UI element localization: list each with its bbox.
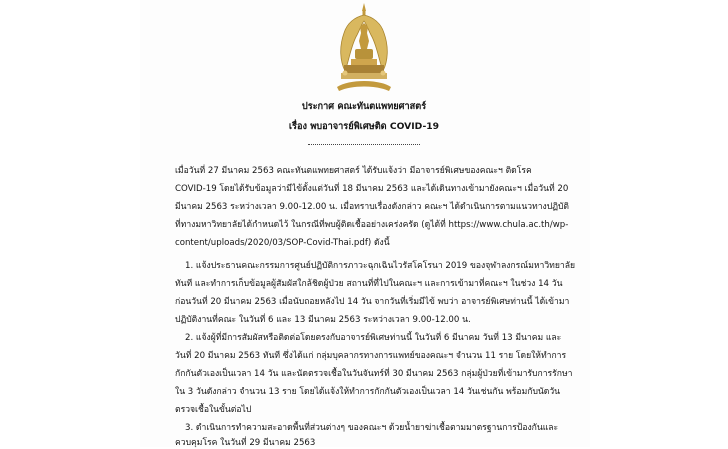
list-item-3-line: ควบคุมโรค ในวันที่ 29 มีนาคม 2563 xyxy=(175,438,316,448)
intro-line: มีนาคม 2563 ระหว่างเวลา 9.00-12.00 น. เมื่อทราบเรื่องดังกล่าว คณะฯ ได้ดำเนินการตามแนวทางปฏิบัติ xyxy=(175,202,570,212)
list-item-1-line: 1. แจ้งประธานคณะกรรมการศูนย์ปฏิบัติการภาวะฉุกเฉินไวรัสโคโรนา 2019 ของจุฬาลงกรณ์มหาวิทยาลัย xyxy=(185,261,576,271)
list-item-2-line: ตรวจเชื้อในขั้นต่อไป xyxy=(175,405,252,415)
announcement-heading: ประกาศ คณะทันตแพทยศาสตร์ xyxy=(301,101,427,112)
list-item-1-line: ทันที และทำการเก็บข้อมูลผู้สัมผัสใกล้ชิดผู้ป่วย สถานที่ที่ไปในคณะฯ และการเข้ามาที่คณะฯ ในช่วง 14 วัน xyxy=(175,279,563,289)
list-item-2-line: วันที่ 20 มีนาคม 2563 ทันที ซึ่งได้แก่ กลุ่มบุคลากรทางการแพทย์ของคณะฯ จำนวน 11 ราย โดยให้ทำการ xyxy=(175,351,567,361)
announcement-subject: เรื่อง พบอาจารย์พิเศษติด COVID-19 xyxy=(288,121,440,132)
university-emblem-icon xyxy=(331,1,397,93)
list-item-1-line: ปฏิบัติงานที่คณะ ในวันที่ 6 และ 13 มีนาคม 2563 ระหว่างเวลา 9.00-12.00 น. xyxy=(175,315,471,325)
list-item-2-line: ใน 3 วันดังกล่าว จำนวน 13 ราย โดยได้แจ้งให้ทำการกักกันตัวเองเป็นเวลา 14 วันเช่นกัน พร้อมกับนัดวัน xyxy=(175,387,561,397)
list-item-2-line: กักกันตัวเองเป็นเวลา 14 วัน และนัดตรวจเชื้อในวันจันทร์ที่ 30 มีนาคม 2563 กลุ่มผู้ป่วยที่เข้ามารับการรักษา xyxy=(175,369,573,379)
intro-line: content/uploads/2020/03/SOP-Covid-Thai.pdf) ดังนี้ xyxy=(175,238,390,248)
list-item-2-line: 2. แจ้งผู้ที่มีการสัมผัสหรือติดต่อโดยตรงกับอาจารย์พิเศษท่านนี้ ในวันที่ 6 มีนาคม วันที่ 13 มีนาคม และ xyxy=(185,333,562,343)
list-item-1-line: ก่อนวันที่ 20 มีนาคม 2563 เมื่อนับถอยหลังไป 14 วัน จากวันที่เริ่มมีไข้ พบว่า อาจารย์พิเศษท่านนี้ ได้เข้ามา xyxy=(175,297,570,307)
divider xyxy=(308,144,420,145)
intro-line: ที่ทางมหาวิทยาลัยได้กำหนดไว้ ในกรณีที่พบผู้ติดเชื้ออย่างเคร่งครัด (ดูได้ที่ https://www.chula.ac.th/wp- xyxy=(175,220,569,230)
intro-line: COVID-19 โดยได้รับข้อมูลว่ามีไข้ตั้งแต่วันที่ 18 มีนาคม 2563 และได้เดินทางเข้ามายังคณะฯ เมื่อวันที่ 20 xyxy=(175,184,569,194)
list-item-3-line: 3. ดำเนินการทำความสะอาดพื้นที่ส่วนต่างๆ ของคณะฯ ด้วยน้ำยาฆ่าเชื้อตามมาตรฐานการป้องกันและ xyxy=(185,423,559,433)
intro-line: เมื่อวันที่ 27 มีนาคม 2563 คณะทันตแพทยศาสตร์ ได้รับแจ้งว่า มีอาจารย์พิเศษของคณะฯ ติดโรค xyxy=(175,166,532,176)
